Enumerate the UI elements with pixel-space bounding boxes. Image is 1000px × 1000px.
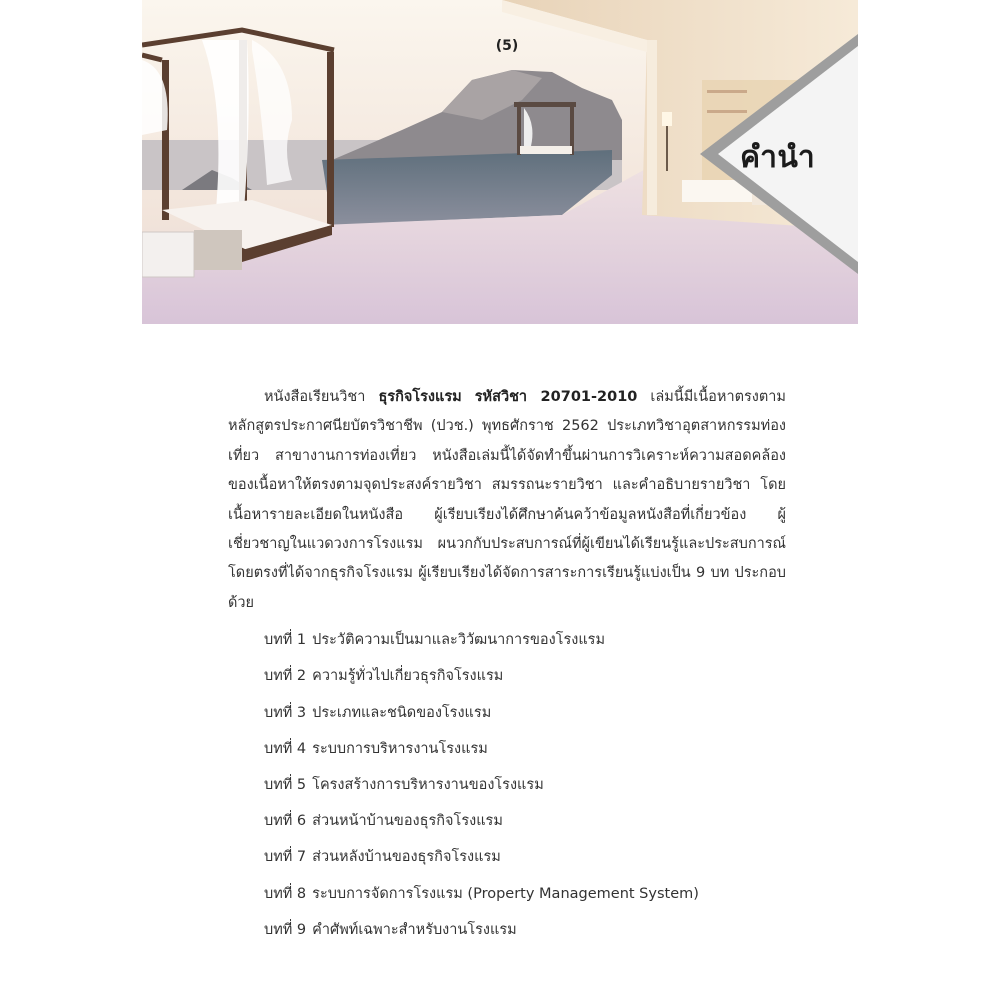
chapter-item <box>264 622 786 658</box>
chapter-number: บทที่ 2 <box>264 668 307 685</box>
chapter-item <box>264 695 786 731</box>
subject-name: ธุรกิจโรงแรม <box>378 389 462 405</box>
page-number: (5) <box>495 38 519 54</box>
chapter-title: ระบบการจัดการโรงแรม (Property Management System) <box>312 885 699 902</box>
chapter-number: บทที่ 9 <box>264 921 307 938</box>
preface-content <box>228 383 786 948</box>
chapter-item <box>264 876 786 912</box>
chapter-number: บทที่ 1 <box>264 632 307 649</box>
intro-text-2 <box>462 389 475 405</box>
chapter-title: ความรู้ทั่วไปเกี่ยวธุรกิจโรงแรม <box>312 668 504 685</box>
chapter-title: คำศัพท์เฉพาะสำหรับงานโรงแรม <box>312 921 517 938</box>
chapter-list <box>228 622 786 948</box>
intro-text-3: เล่มนี้มีเนื้อหาตรงตามหลักสูตรประกาศนียบัตรวิชาชีพ (ปวช.) พุทธศักราช 2562 ประเภทวิชาอุตสาหกรรมท่องเที่ยว สาขางานการท่องเที่ยว หนังสือเล่มนี้ได้จัดทำขึ้นผ่านการวิเคราะห์ความสอดคล้องของเนื้อหาให้ตรงตามจุดประสงค์รายวิชา สมรรถนะรายวิชา และคำอธิบายรายวิชา โดยเนื้อหารายละเอียดในหนังสือ ผู้เรียบเรียงได้ศึกษาค้นคว้าข้อมูลหนังสือที่เกี่ยวข้อง ผู้เชี่ยวชาญในแวดวงการโรงแรม ผนวกกับประสบการณ์ที่ผู้เขียนได้เรียนรู้และประสบการณ์โดยตรงที่ได้จากธุรกิจโรงแรม ผู้เรียบเรียงได้จัดการสาระการเรียนรู้แบ่งเป็น 9 บท ประกอบด้วย <box>228 389 786 611</box>
chapter-number: บทที่ 6 <box>264 813 307 830</box>
chapter-title: โครงสร้างการบริหารงานของโรงแรม <box>312 777 544 793</box>
chapter-title: ประวัติความเป็นมาและวิวัฒนาการของโรงแรม <box>312 632 606 649</box>
chapter-number: บทที่ 7 <box>264 849 307 866</box>
chapter-number: บทที่ 5 <box>264 777 307 793</box>
chapter-title: ส่วนหลังบ้านของธุรกิจโรงแรม <box>312 849 501 866</box>
chapter-item <box>264 912 786 948</box>
chapter-title: ระบบการบริหารงานโรงแรม <box>312 740 488 757</box>
intro-text-1: หนังสือเรียนวิชา <box>264 389 379 405</box>
chapter-title: ประเภทและชนิดของโรงแรม <box>312 704 492 721</box>
chapter-number: บทที่ 8 <box>264 885 307 902</box>
subject-code: รหัสวิชา 20701-2010 <box>474 389 638 405</box>
section-title: คำนำ <box>740 140 816 175</box>
chapter-number: บทที่ 3 <box>264 704 307 721</box>
chapter-item <box>264 658 786 694</box>
chapter-number: บทที่ 4 <box>264 740 307 757</box>
chapter-title: ส่วนหน้าบ้านของธุรกิจโรงแรม <box>312 813 503 830</box>
chapter-item <box>264 767 786 803</box>
chapter-item <box>264 731 786 767</box>
chapter-item <box>264 839 786 875</box>
preface-paragraph <box>228 383 786 618</box>
chapter-item <box>264 803 786 839</box>
